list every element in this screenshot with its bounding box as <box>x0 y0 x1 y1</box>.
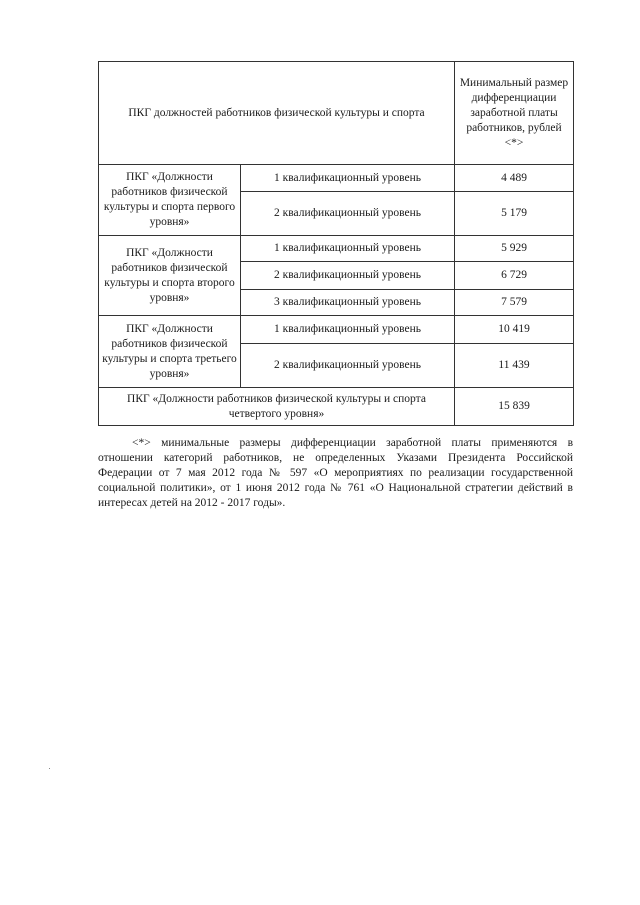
table-row <box>99 316 574 344</box>
table-row <box>99 388 574 426</box>
scan-speck <box>49 768 50 769</box>
amount-cell: 5 929 <box>455 236 574 262</box>
group-name-cell: ПКГ «Должности работников физической культуры и спорта первого уровня» <box>99 165 241 236</box>
amount-cell: 10 419 <box>455 316 574 344</box>
group-name-cell: ПКГ «Должности работников физической культуры и спорта третьего уровня» <box>99 316 241 388</box>
footnote-text: <*> минимальные размеры дифференциации заработной платы применяются в отношении категорий работников, не определенных Указами Президента Российской Федерации от 7 мая 2012 года № 597 «О мероприятиях по реализации государственной социальной политики», от 1 июня 2012 года № 761 «О Национальной стратегии действий в интересах детей на 2012 - 2017 годы». <box>98 437 573 509</box>
level-cell: 3 квалификационный уровень <box>241 290 455 316</box>
amount-cell: 7 579 <box>455 290 574 316</box>
amount-cell: 11 439 <box>455 344 574 388</box>
amount-cell: 5 179 <box>455 192 574 236</box>
salary-differentiation-table <box>98 61 574 426</box>
level-cell: 1 квалификационный уровень <box>241 316 455 344</box>
level-cell: 2 квалификационный уровень <box>241 344 455 388</box>
table-row <box>99 165 574 192</box>
amount-cell: 6 729 <box>455 262 574 290</box>
level-cell: 1 квалификационный уровень <box>241 165 455 192</box>
table-row <box>99 236 574 262</box>
level-cell: 2 квалификационный уровень <box>241 262 455 290</box>
header-amount-column: Минимальный размер дифференциации заработной платы работников, рублей <*> <box>455 62 574 165</box>
amount-cell: 15 839 <box>455 388 574 426</box>
amount-cell: 4 489 <box>455 165 574 192</box>
level-cell: 2 квалификационный уровень <box>241 192 455 236</box>
group-name-cell: ПКГ «Должности работников физической культуры и спорта четвертого уровня» <box>99 388 455 426</box>
level-cell: 1 квалификационный уровень <box>241 236 455 262</box>
header-group-column: ПКГ должностей работников физической культуры и спорта <box>99 62 455 165</box>
group-name-cell: ПКГ «Должности работников физической культуры и спорта второго уровня» <box>99 236 241 316</box>
table-header-row <box>99 62 574 165</box>
